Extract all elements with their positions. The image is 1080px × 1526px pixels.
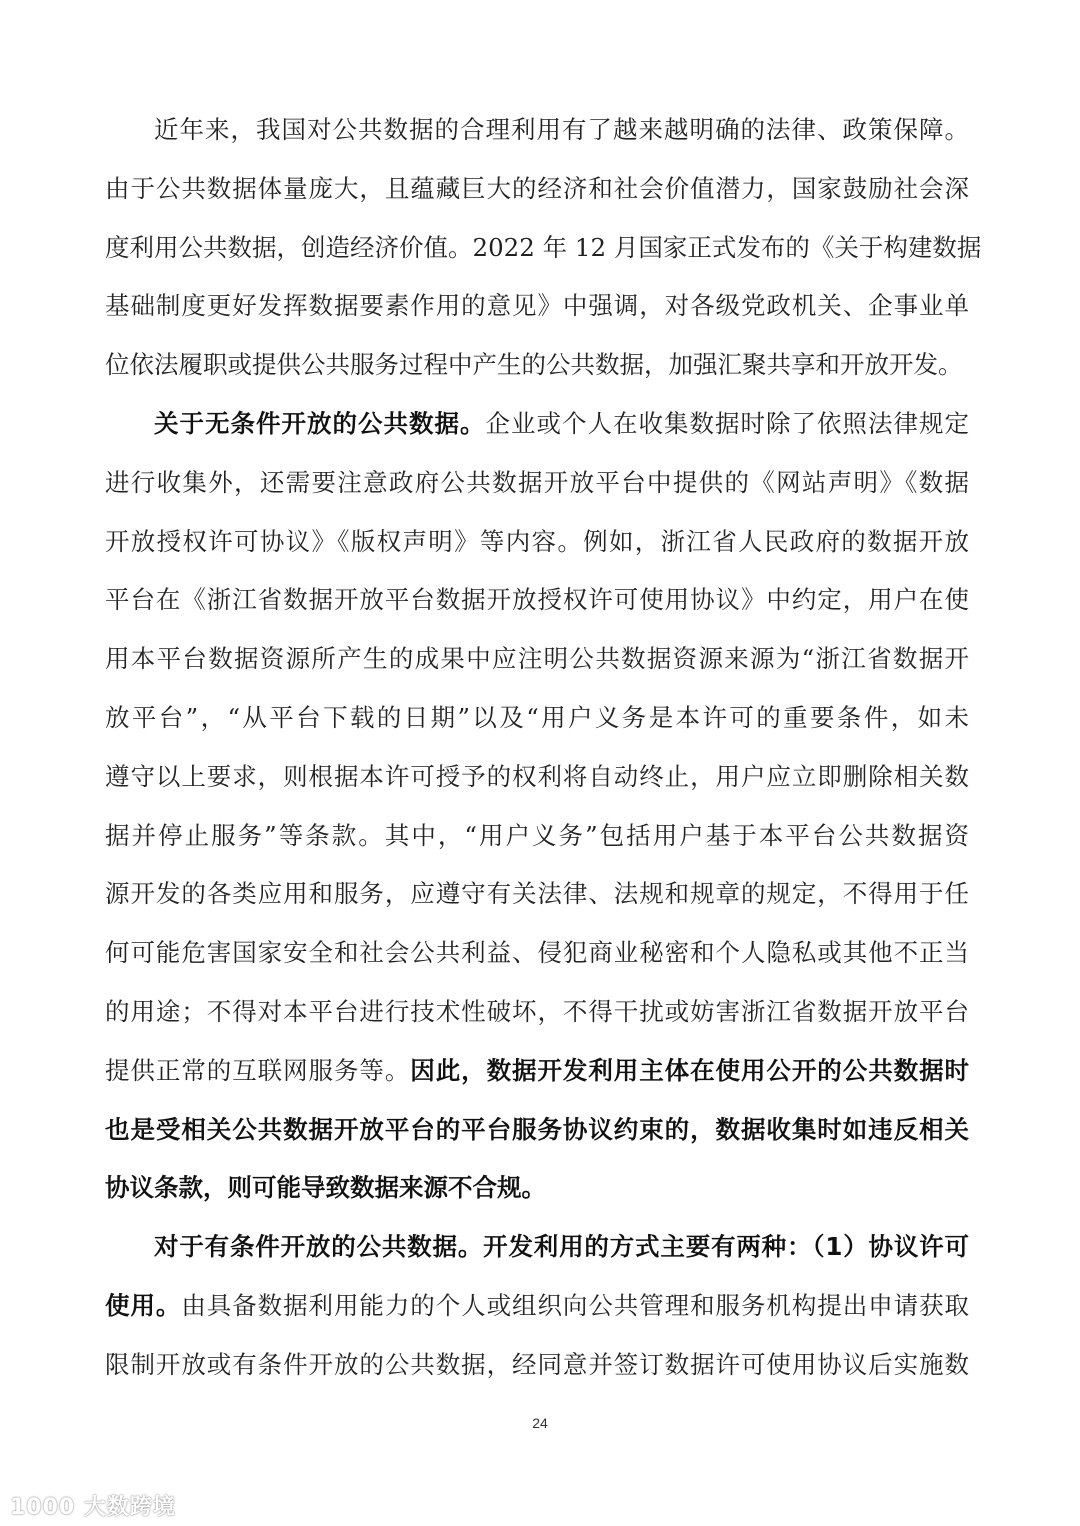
text-line bbox=[105, 230, 982, 289]
text-line bbox=[105, 171, 969, 230]
body-text: 位依法履职或提供公共服务过程中产生的公共数据，加强汇聚共享和开放开发。 bbox=[105, 350, 963, 380]
body-text: 近年来，我国对公共数据的合理利用有了越来越明确的法律、政策保障。 bbox=[154, 115, 969, 144]
page-number: 24 bbox=[532, 1415, 548, 1431]
body-text: 平台在《浙江省数据开放平台数据开放授权许可使用协议》中约定，用户在使 bbox=[105, 585, 969, 615]
text-line bbox=[105, 582, 969, 641]
text-line bbox=[105, 876, 969, 935]
body-text: 基础制度更好发挥数据要素作用的意见》中强调，对各级党政机关、企事业单 bbox=[105, 291, 969, 321]
text-line bbox=[105, 1053, 969, 1112]
text-line bbox=[105, 1170, 969, 1229]
bold-text: 对于有条件开放的公共数据。开发利用的方式主要有两种：（1）协议许可 bbox=[154, 1232, 969, 1262]
bold-text: 使用。 bbox=[105, 1290, 182, 1320]
body-text: 由具备数据利用能力的个人或组织向公共管理和服务机构提出申请获取 bbox=[181, 1290, 970, 1320]
body-text: 进行收集外，还需要注意政府公共数据开放平台中提供的《网站声明》《数据 bbox=[105, 467, 969, 497]
body-text: 源开发的各类应用和服务，应遵守有关法律、法规和规章的规定，不得用于任 bbox=[105, 879, 969, 909]
body-text: 由于公共数据体量庞大，且蕴藏巨大的经济和社会价值潜力，国家鼓励社会深 bbox=[105, 173, 969, 203]
body-text: 放平台”，“从平台下载的日期”以及“用户义务是本许可的重要条件，如未 bbox=[105, 702, 969, 732]
text-line bbox=[105, 288, 969, 347]
text-line bbox=[105, 406, 969, 465]
watermark-logo: 1000 大数跨境 bbox=[10, 1495, 176, 1520]
body-text: 企业或个人在收集数据时除了依照法律规定 bbox=[485, 408, 969, 438]
text-line bbox=[105, 994, 969, 1053]
text-line bbox=[105, 1112, 969, 1171]
text-line bbox=[105, 524, 969, 583]
text-line bbox=[105, 818, 969, 877]
body-text: 遵守以上要求，则根据本许可授予的权利将自动终止，用户应立即删除相关数 bbox=[105, 761, 969, 791]
text-line bbox=[105, 759, 969, 818]
text-line bbox=[105, 1347, 969, 1406]
bold-text: 协议条款，则可能导致数据来源不合规。 bbox=[105, 1173, 546, 1203]
bold-text: 关于无条件开放的公共数据。 bbox=[154, 408, 486, 438]
text-line bbox=[105, 465, 969, 524]
text-line bbox=[105, 112, 969, 171]
body-text: 的用途；不得对本平台进行技术性破坏，不得干扰或妨害浙江省数据开放平台 bbox=[105, 996, 969, 1026]
document-body bbox=[105, 112, 982, 1406]
body-text: 用本平台数据资源所产生的成果中应注明公共数据资源来源为“浙江省数据开 bbox=[105, 644, 969, 674]
body-text: 开放授权许可协议》《版权声明》等内容。例如，浙江省人民政府的数据开放 bbox=[105, 526, 969, 556]
body-text: 据并停止服务”等条款。其中，“用户义务”包括用户基于本平台公共数据资 bbox=[105, 820, 969, 850]
text-line bbox=[105, 700, 969, 759]
text-line bbox=[105, 1288, 969, 1347]
bold-text: 因此，数据开发利用主体在使用公开的公共数据时 bbox=[410, 1055, 970, 1085]
bold-text: 也是受相关公共数据开放平台的平台服务协议约束的，数据收集时如违反相关 bbox=[105, 1114, 969, 1144]
body-text: 提供正常的互联网服务等。 bbox=[105, 1055, 411, 1085]
body-text: 度利用公共数据，创造经济价值。2022 年 12 月国家正式发布的《关于构建数据 bbox=[105, 232, 982, 262]
text-line bbox=[105, 1229, 969, 1288]
text-line bbox=[105, 935, 969, 994]
text-line bbox=[105, 641, 969, 700]
body-text: 何可能危害国家安全和社会公共利益、侵犯商业秘密和个人隐私或其他不正当 bbox=[105, 938, 969, 968]
text-line bbox=[105, 347, 969, 406]
body-text: 限制开放或有条件开放的公共数据，经同意并签订数据许可使用协议后实施数 bbox=[105, 1349, 969, 1379]
